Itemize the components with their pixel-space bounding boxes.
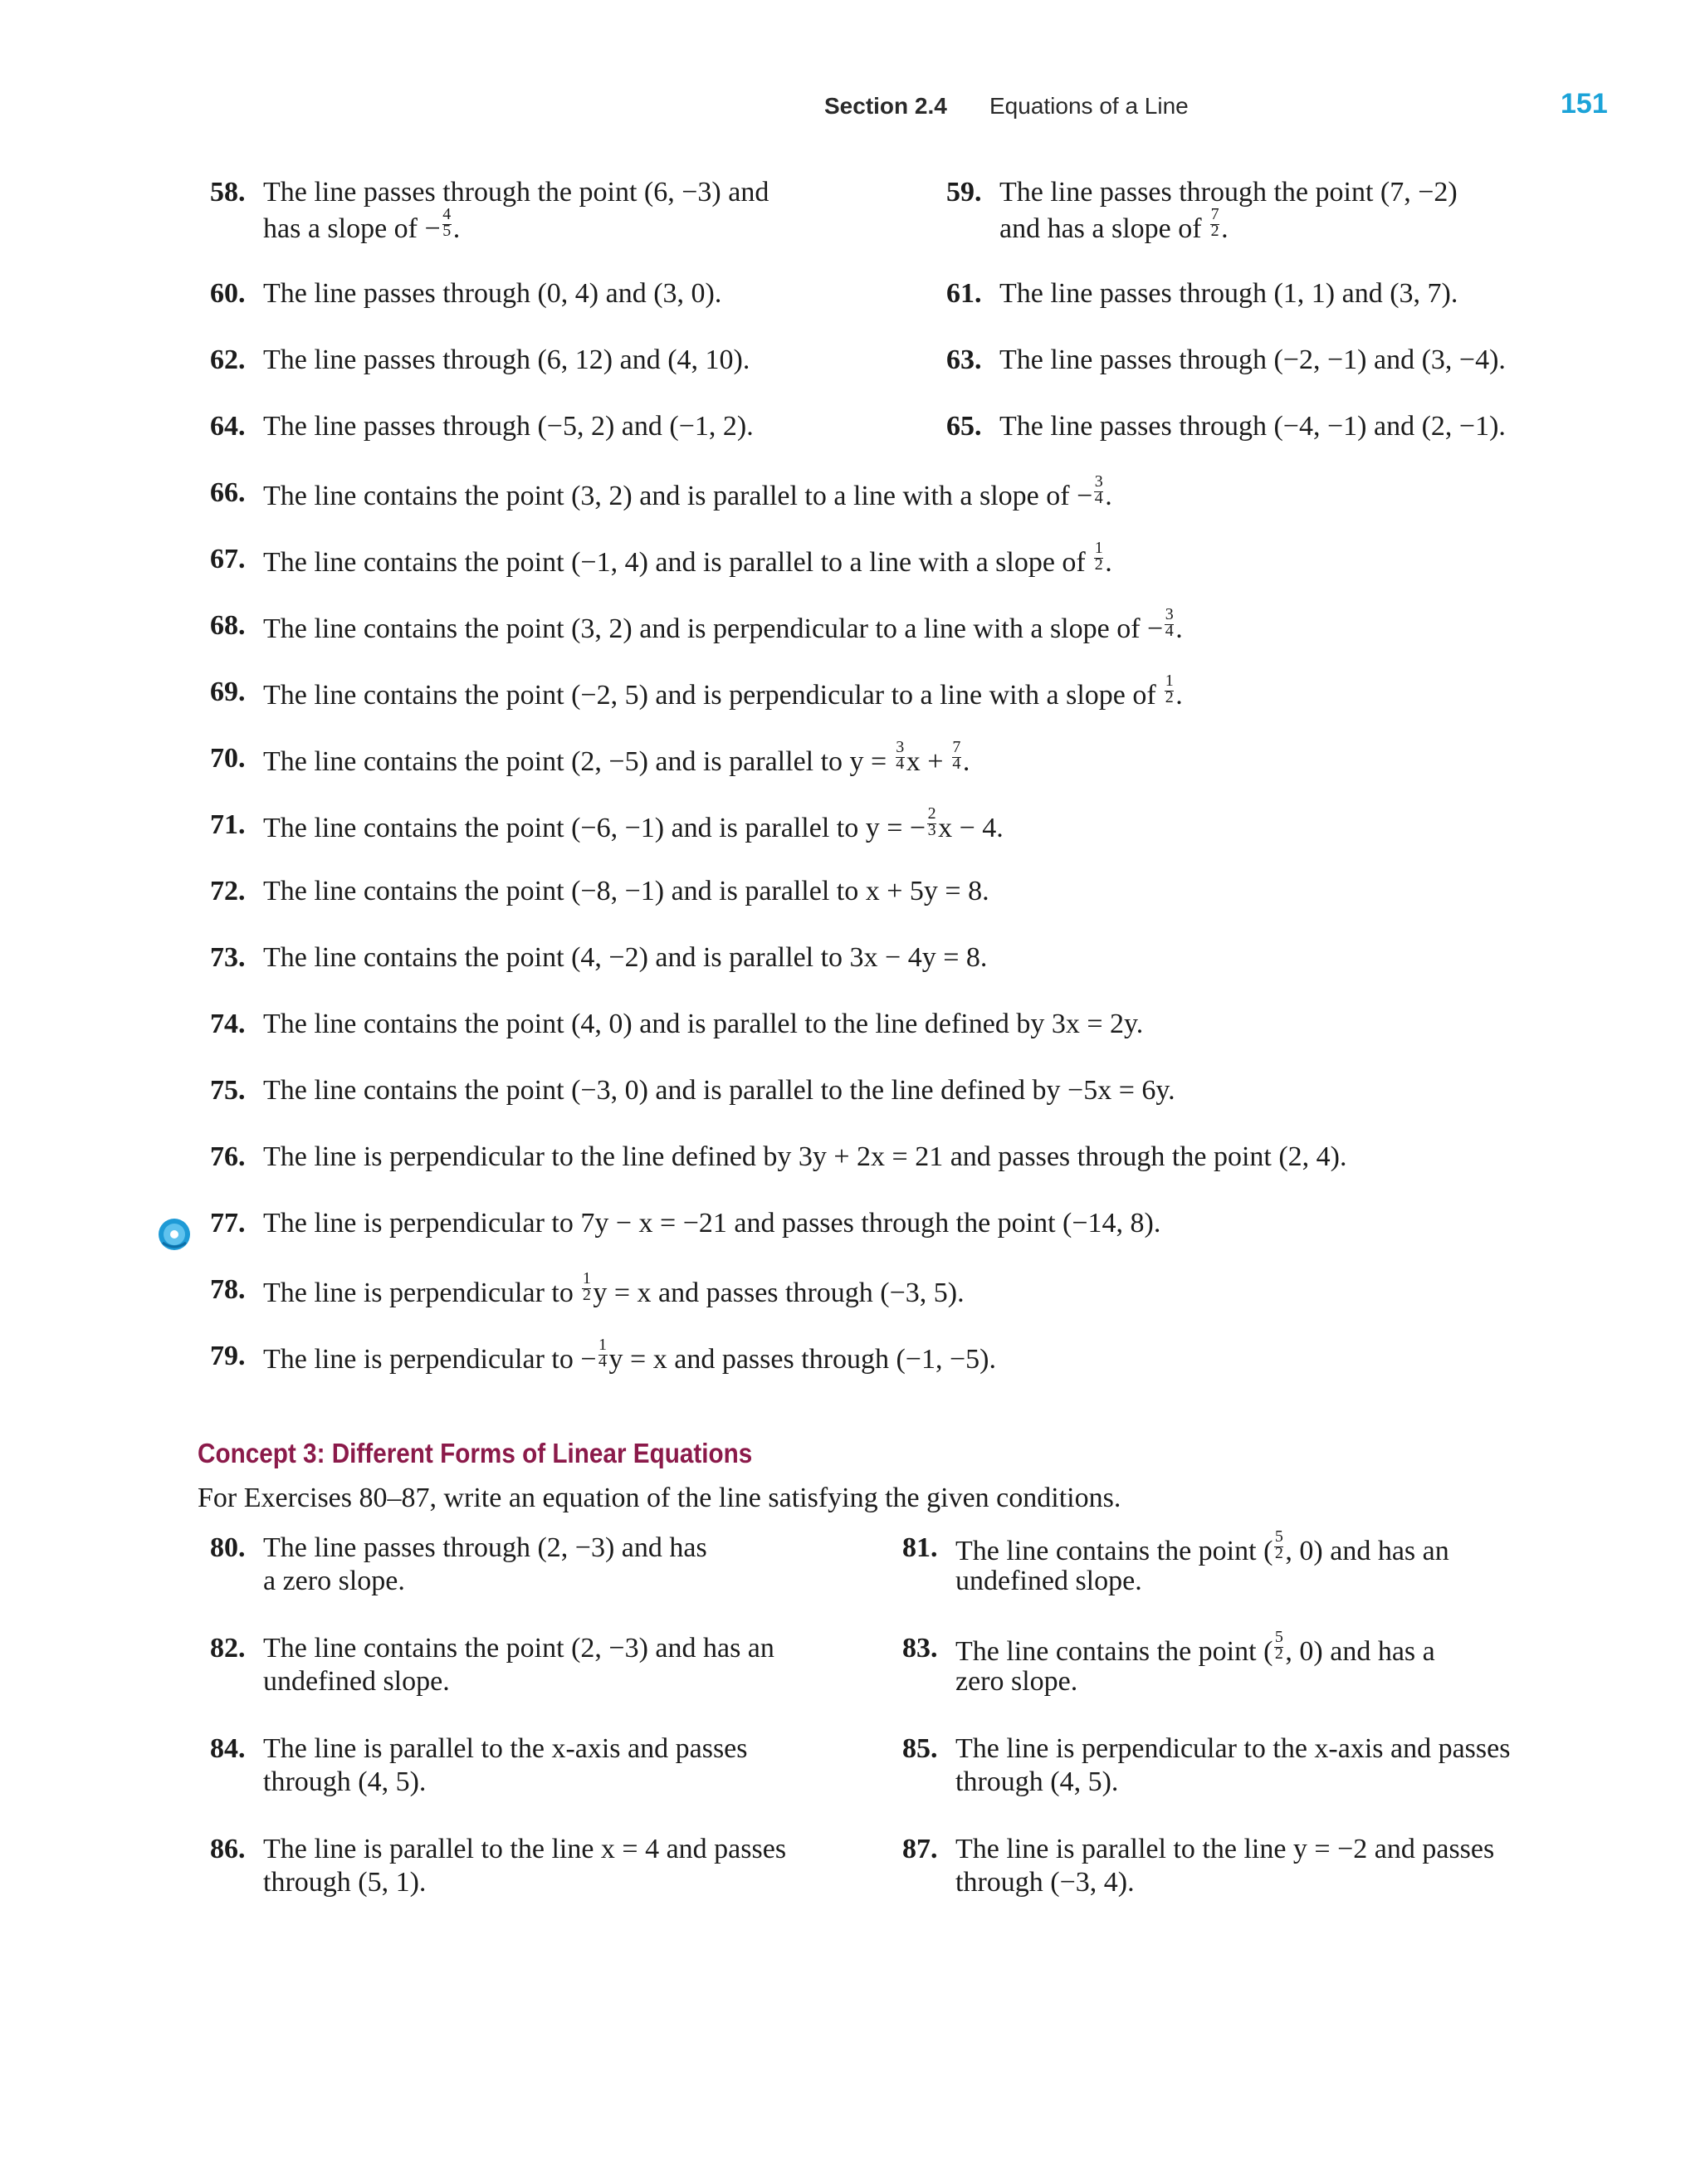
exercise-number: 65. xyxy=(946,411,982,442)
exercise-text: The line is parallel to the x-axis and passes xyxy=(263,1733,748,1764)
exercise-number: 67. xyxy=(210,544,246,574)
exercise-text: The line contains the point ( $\frac{5}{2}$ , 0) and has an xyxy=(955,1527,1449,1566)
fraction: $\frac{1}{2}$ xyxy=(1094,539,1103,574)
exercise-text: The line is perpendicular to $\frac{1}{2}$ y = x and passes through (−3, 5). xyxy=(263,1269,965,1308)
fraction: $\frac{4}{5}$ xyxy=(442,205,452,240)
exercise-text: The line contains the point (3, 2) and is parallel to a line with a slope of − $\frac{3}{4}$ . xyxy=(263,472,1112,511)
exercise-text: The line contains the point (4, 0) and is parallel to the line defined by 3x = 2y. xyxy=(263,1009,1144,1039)
exercise-number: 85. xyxy=(902,1733,938,1764)
exercise-number: 76. xyxy=(210,1141,246,1172)
fraction: $\frac{3}{4}$ xyxy=(1165,605,1174,640)
exercise-text: The line passes through the point (6, −3) and xyxy=(263,177,769,208)
concept-heading: Concept 3: Different Forms of Linear Equations xyxy=(198,1438,753,1468)
fraction: $\frac{7}{2}$ xyxy=(1210,205,1219,240)
exercise-text-line2: through (4, 5). xyxy=(955,1766,1119,1797)
exercise-number: 80. xyxy=(210,1532,246,1563)
section-label: Section 2.4 xyxy=(824,93,947,119)
exercise-number: 86. xyxy=(210,1834,246,1864)
exercise-text-line2: and has a slope of $\frac{7}{2}$ . xyxy=(999,205,1229,244)
fraction: $\frac{5}{2}$ xyxy=(1274,1628,1283,1663)
exercise-text-line2: has a slope of − $\frac{4}{5}$ . xyxy=(263,205,461,244)
exercise-text: The line is parallel to the line x = 4 and passes xyxy=(263,1834,787,1864)
exercise-number: 84. xyxy=(210,1733,246,1764)
exercise-text: The line passes through (−4, −1) and (2, −1). xyxy=(999,411,1506,442)
exercise-text-line2: undefined slope. xyxy=(955,1566,1142,1596)
exercise-number: 78. xyxy=(210,1274,246,1305)
exercise-number: 63. xyxy=(946,344,982,375)
fraction: $\frac{7}{4}$ xyxy=(952,738,961,773)
exercise-text: The line passes through (0, 4) and (3, 0). xyxy=(263,278,722,309)
exercise-text: The line passes through the point (7, −2) xyxy=(999,177,1458,208)
page-header xyxy=(0,88,1700,126)
fraction: $\frac{1}{4}$ xyxy=(598,1336,608,1370)
exercise-number: 64. xyxy=(210,411,246,442)
exercise-text: The line passes through (−5, 2) and (−1, 2). xyxy=(263,411,754,442)
exercise-text: The line contains the point (2, −5) and is parallel to y = $\frac{3}{4}$ x + $\frac{7}{4}$ . xyxy=(263,738,970,777)
exercise-text: The line is perpendicular to 7y − x = −21 and passes through the point (−14, 8). xyxy=(263,1208,1161,1239)
exercise-number: 70. xyxy=(210,743,246,774)
exercise-text: The line passes through (−2, −1) and (3, −4). xyxy=(999,344,1506,375)
exercise-number: 59. xyxy=(946,177,982,208)
fraction: $\frac{3}{4}$ xyxy=(1094,472,1103,507)
exercise-text: The line passes through (1, 1) and (3, 7). xyxy=(999,278,1458,309)
exercise-text: The line is perpendicular to the line defined by 3y + 2x = 21 and passes through the point (2, 4). xyxy=(263,1141,1347,1172)
exercise-number: 83. xyxy=(902,1633,938,1664)
exercise-text-line2: through (−3, 4). xyxy=(955,1867,1135,1898)
concept-instructions: For Exercises 80–87, write an equation of the line satisfying the given conditions. xyxy=(198,1483,1121,1513)
exercise-number: 68. xyxy=(210,610,246,641)
fraction: $\frac{1}{2}$ xyxy=(1165,672,1174,706)
page-number: 151 xyxy=(1561,88,1608,120)
fraction: $\frac{2}{3}$ xyxy=(927,804,936,839)
exercise-number: 77. xyxy=(210,1208,246,1239)
exercise-text: The line contains the point (−1, 4) and is parallel to a line with a slope of $\frac{1}{2}$ . xyxy=(263,539,1112,578)
exercise-text: The line passes through (2, −3) and has xyxy=(263,1532,707,1563)
exercise-number: 60. xyxy=(210,278,246,309)
exercise-text-line2: zero slope. xyxy=(955,1666,1078,1697)
exercise-text: The line contains the point (−2, 5) and is perpendicular to a line with a slope of $\frac{1}{2}$ . xyxy=(263,672,1183,711)
exercise-text-line2: through (5, 1). xyxy=(263,1867,427,1898)
exercise-text-line2: undefined slope. xyxy=(263,1666,450,1697)
exercise-number: 75. xyxy=(210,1075,246,1106)
exercise-number: 69. xyxy=(210,677,246,707)
exercise-text-line2: through (4, 5). xyxy=(263,1766,427,1797)
exercise-text: The line contains the point (3, 2) and is perpendicular to a line with a slope of − $\frac{3}{4}$ . xyxy=(263,605,1183,644)
section-title: Equations of a Line xyxy=(989,93,1189,119)
exercise-text: The line contains the point (−8, −1) and is parallel to x + 5y = 8. xyxy=(263,876,989,906)
exercise-number: 79. xyxy=(210,1341,246,1371)
exercise-number: 72. xyxy=(210,876,246,906)
exercise-number: 74. xyxy=(210,1009,246,1039)
exercise-text: The line is perpendicular to − $\frac{1}{4}$ y = x and passes through (−1, −5). xyxy=(263,1336,996,1375)
exercise-text: The line passes through (6, 12) and (4, 10). xyxy=(263,344,750,375)
exercise-text: The line contains the point (2, −3) and has an xyxy=(263,1633,774,1664)
exercise-number: 71. xyxy=(210,809,246,840)
exercise-number: 73. xyxy=(210,942,246,973)
exercise-text: The line is parallel to the line y = −2 and passes xyxy=(955,1834,1495,1864)
exercise-text: The line contains the point ( $\frac{5}{2}$ , 0) and has a xyxy=(955,1628,1435,1667)
exercise-number: 58. xyxy=(210,177,246,208)
exercise-number: 66. xyxy=(210,477,246,508)
exercise-number: 82. xyxy=(210,1633,246,1664)
exercise-text: The line contains the point (−3, 0) and is parallel to the line defined by −5x = 6y. xyxy=(263,1075,1175,1106)
fraction: $\frac{1}{2}$ xyxy=(582,1269,591,1304)
fraction: $\frac{3}{4}$ xyxy=(896,738,905,773)
exercise-number: 81. xyxy=(902,1532,938,1563)
exercise-number: 87. xyxy=(902,1834,938,1864)
video-icon[interactable] xyxy=(158,1218,191,1251)
exercise-number: 62. xyxy=(210,344,246,375)
exercise-text: The line contains the point (−6, −1) and is parallel to y = − $\frac{2}{3}$ x − 4. xyxy=(263,804,1004,843)
fraction: $\frac{5}{2}$ xyxy=(1274,1527,1283,1562)
exercise-text: The line contains the point (4, −2) and is parallel to 3x − 4y = 8. xyxy=(263,942,988,973)
exercise-number: 61. xyxy=(946,278,982,309)
exercise-text: The line is perpendicular to the x-axis and passes xyxy=(955,1733,1511,1764)
exercise-text-line2: a zero slope. xyxy=(263,1566,405,1596)
